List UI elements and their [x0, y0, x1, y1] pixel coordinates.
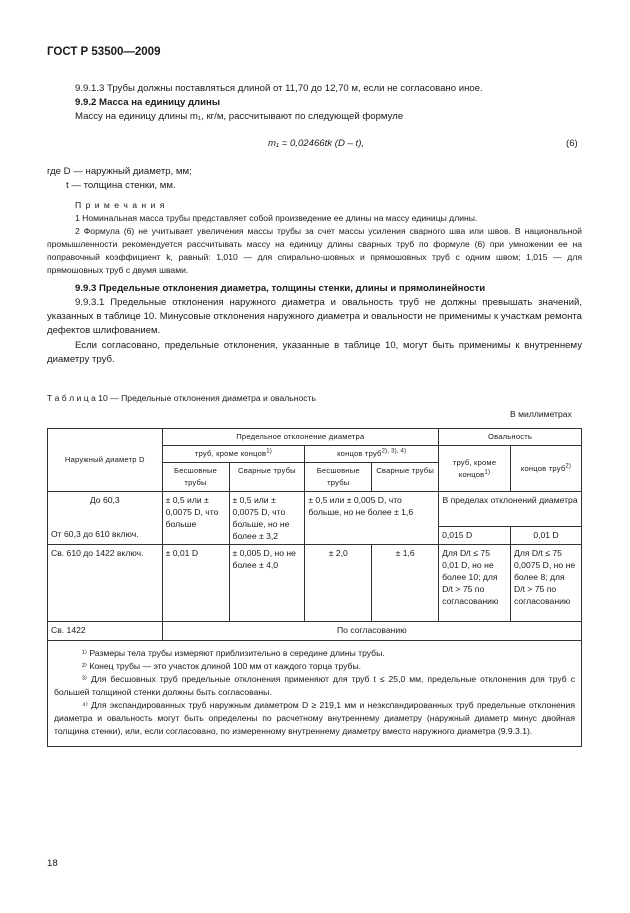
row4-diameter: Св. 1422 — [48, 622, 163, 641]
head-oval-ends: концов труб$^{2)}$ — [511, 446, 582, 492]
section-9-9-3-1: 9.9.3.1 Предельные отклонения наружного диаметра и овальность труб не должны превышать значений, указанных в таблице 10. Минусовые отклонения наружного диаметра и овальности не применимы к участкам ремонта дефектов шлифованием. — [47, 297, 582, 336]
note-1: 1 Номинальная масса трубы представляет собой произведение ее длины на массу единицы длины. — [75, 213, 478, 223]
formula-number: (6) — [566, 138, 578, 149]
row3-oval-ends: Для D/t ≤ 75 0,0075 D, но не более 8; для D/t > 75 по согласованию — [511, 545, 582, 622]
table-10 — [47, 428, 582, 747]
notes-title: П р и м е ч а н и я — [75, 200, 166, 210]
note-2: 2 Формула (6) не учитывает увеличения массы трубы за счет массы усиления сварного шва или швов. В национальной промышленности рекомендуется рассчитывать массу на единицу длины сварных труб по формуле (6) при умножении ее на поправочный коэффициент k, равный: 1,010 — для спирально-шовных и прямошовных труб с одним швом; 1,015 — для прямошовных труб с двумя швами. — [47, 226, 582, 275]
section-9-9-1-3: 9.9.1.3 Трубы должны поставляться длиной от 11,70 до 12,70 м, если не согласовано иное. — [75, 83, 483, 94]
row3-oval-pipe: Для D/t ≤ 75 0,01 D, но не более 10; для D/t > 75 по согласованию — [439, 545, 511, 622]
row12-ends: ± 0,5 или ± 0,005 D, что больше, но не более ± 1,6 — [305, 492, 439, 545]
row1-ovality: В пределах отклонений диаметра — [439, 492, 582, 527]
head-seamless: Бесшовные трубы — [162, 463, 229, 492]
row1-diameter: До 60,3 — [48, 492, 163, 527]
row3-ends-seamless: ± 2,0 — [305, 545, 372, 622]
where-t: t — толщина стенки, мм. — [66, 180, 176, 191]
row2-oval-pipe: 0,015 D — [439, 526, 511, 545]
section-9-9-2-title: 9.9.2 Масса на единицу длины — [75, 97, 221, 108]
footnote-3: ³⁾ Для бесшовных труб предельные отклонения применяют для труб t ≤ 25,0 мм, предельные отклонения для труб с большей толщиной стенки должны быть согласованы. — [54, 674, 575, 697]
row2-diameter: От 60,3 до 610 включ. — [48, 526, 163, 545]
head-outer-diameter: Наружный диаметр D — [48, 429, 163, 492]
mass-formula: m₁ = 0,02466tk (D – t), — [268, 138, 365, 149]
row3-welded: ± 0,005 D, но не более ± 4,0 — [229, 545, 305, 622]
footnote-4: ⁴⁾ Для экспандированных труб наружным диаметром D ≥ 219,1 мм и неэкспандированных труб предельные отклонения диаметра и овальность могут быть определены по расчетному внутреннему диаметру (наружный диаметр минус двойная толщина стенки), или, если согласовано, по измеренному внутреннему диаметру вместо наружного диаметра (9.9.3.1). — [54, 700, 575, 736]
row2-oval-ends: 0,01 D — [511, 526, 582, 545]
section-9-9-3-1-p2: Если согласовано, предельные отклонения, указанные в таблице 10, могут быть применимы к внутреннему диаметру труб. — [47, 340, 582, 365]
table-units: В миллиметрах — [510, 409, 572, 419]
head-welded: Сварные трубы — [229, 463, 305, 492]
head-pipe-ends: концов труб$^{2), 3), 4)}$ — [305, 446, 439, 463]
document-header: ГОСТ Р 53500—2009 — [47, 46, 161, 58]
mass-intro: Массу на единицу длины m₁, кг/м, рассчитывают по следующей формуле — [75, 111, 404, 122]
head-ends-welded: Сварные трубы — [372, 463, 439, 492]
table-caption: Т а б л и ц а 10 — Предельные отклонения диаметра и овальность — [47, 393, 316, 403]
row3-seamless: ± 0,01 D — [162, 545, 229, 622]
row12-seamless: ± 0,5 или ± 0,0075 D, что больше — [162, 492, 229, 545]
page-number: 18 — [47, 858, 58, 869]
row4-all: По согласованию — [162, 622, 581, 641]
head-oval-pipe: труб, кроме концов$^{1)}$ — [439, 446, 511, 492]
row3-diameter: Св. 610 до 1422 включ. — [48, 545, 163, 622]
footnote-2: ²⁾ Конец трубы — это участок длиной 100 мм от каждого торца трубы. — [82, 661, 362, 671]
head-pipe-except-ends: труб, кроме концов$^{1)}$ — [162, 446, 305, 463]
where-d: где D — наружный диаметр, мм; — [47, 166, 192, 177]
head-ends-seamless: Бесшовные трубы — [305, 463, 372, 492]
row3-ends-welded: ± 1,6 — [372, 545, 439, 622]
row12-welded: ± 0,5 или ± 0,0075 D, что больше, но не более ± 3,2 — [229, 492, 305, 545]
table-footnotes — [48, 641, 582, 747]
head-limit-deviation: Предельное отклонение диаметра — [162, 429, 438, 446]
head-ovality: Овальность — [439, 429, 582, 446]
section-9-9-3-title: 9.9.3 Предельные отклонения диаметра, толщины стенки, длины и прямолинейности — [75, 283, 486, 294]
footnote-1: ¹⁾ Размеры тела трубы измеряют приблизительно в середине длины трубы. — [82, 648, 385, 658]
